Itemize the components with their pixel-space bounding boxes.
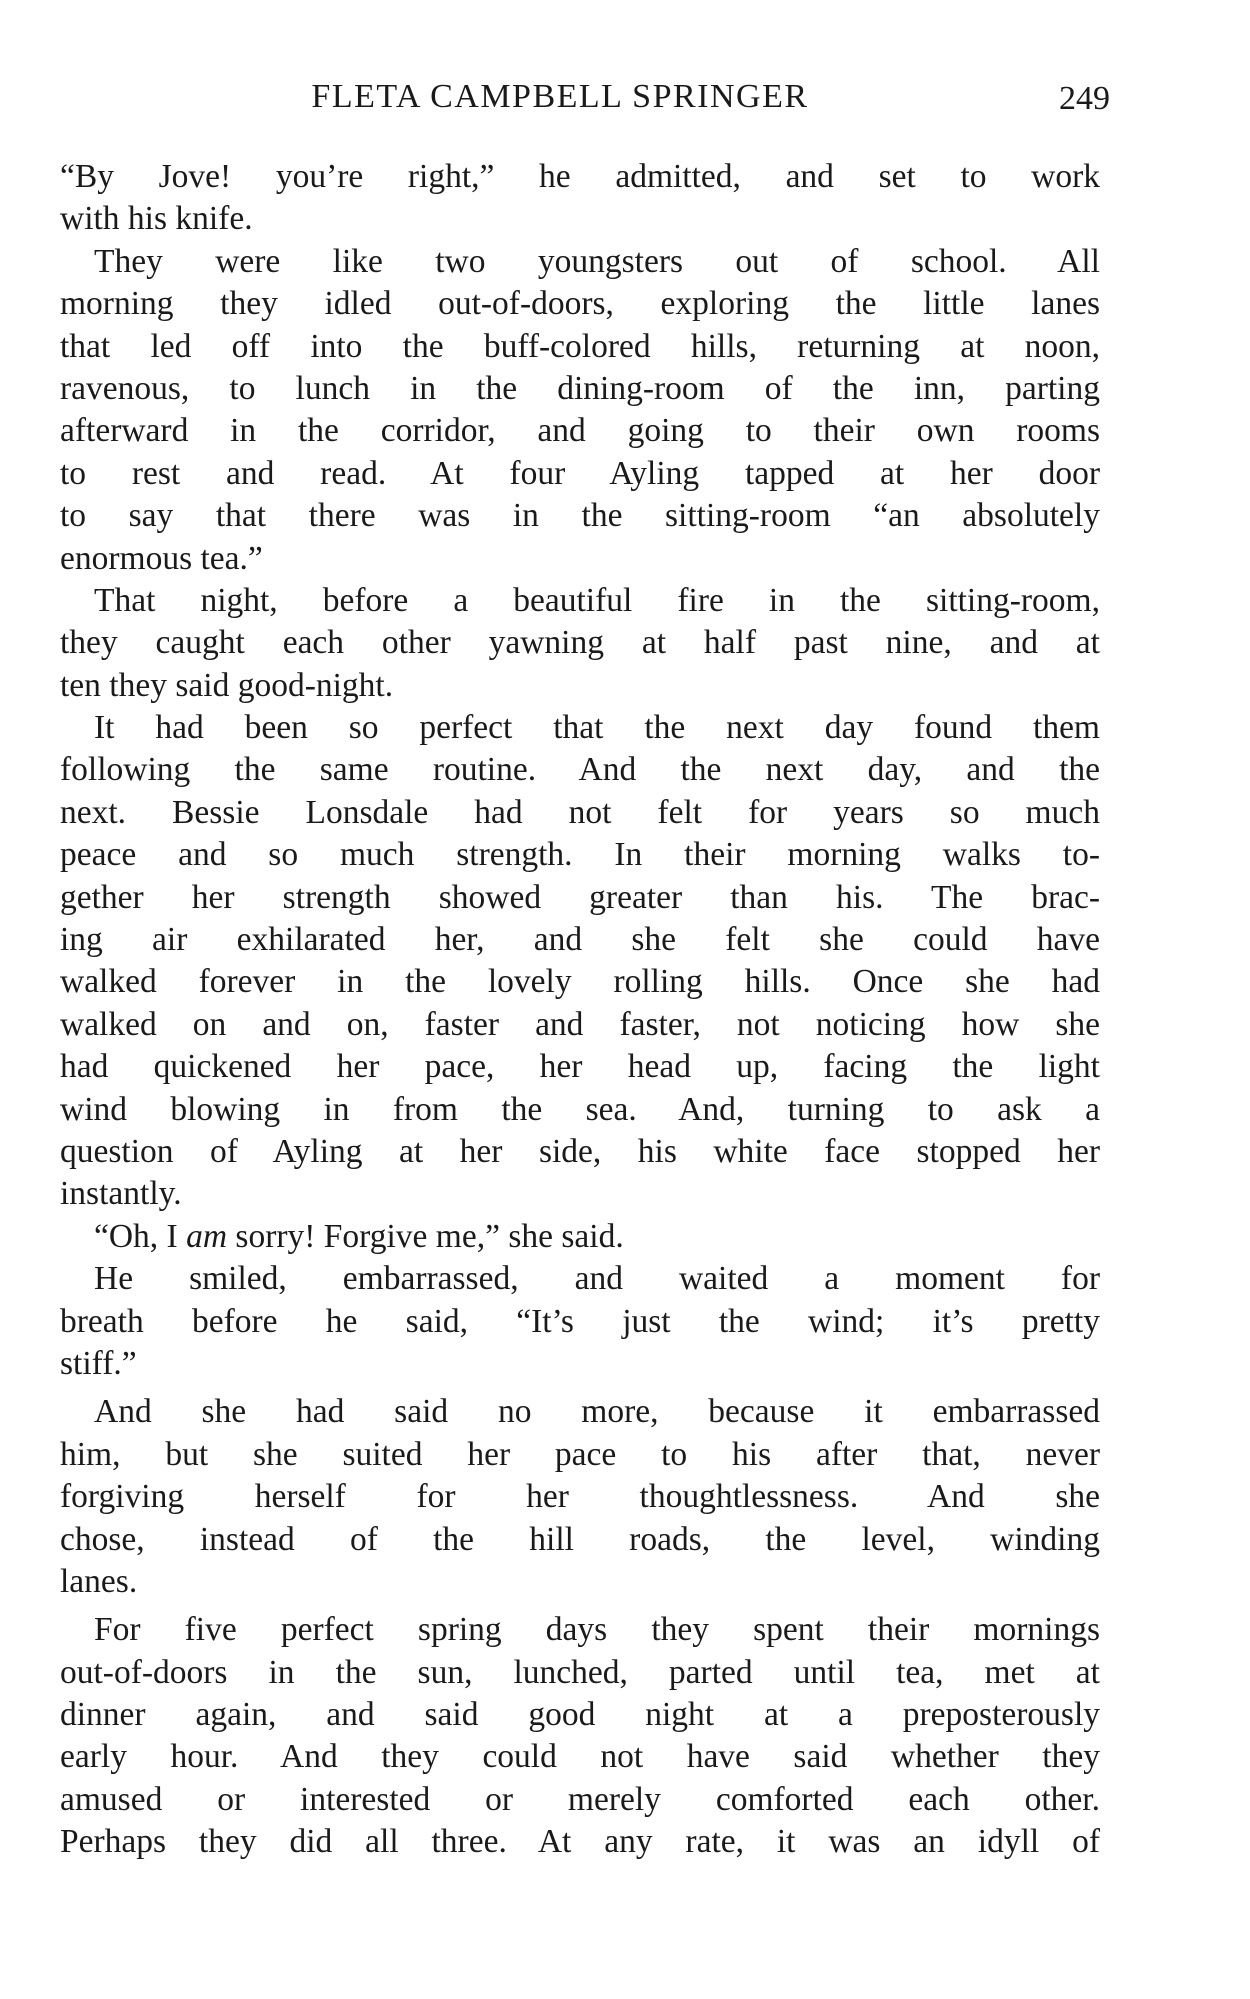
- text-line: that led off into the buff-colored hills, returning at noon,: [60, 327, 1100, 365]
- text-line: “By Jove! you’re right,” he admitted, and set to work: [60, 158, 1100, 195]
- text-line: They were like two youngsters out of school. All: [94, 242, 1100, 280]
- text-line: lanes.: [60, 1562, 138, 1600]
- text-segment: “Oh, I: [94, 1217, 187, 1255]
- text-line: following the same routine. And the next day, and the: [60, 751, 1100, 789]
- text-line: amused or interested or merely comforted each other.: [60, 1780, 1100, 1818]
- text-line: morning they idled out-of-doors, exploring the little lanes: [60, 285, 1100, 323]
- text-line: question of Ayling at her side, his white face stopped her: [60, 1132, 1100, 1170]
- text-line: early hour. And they could not have said whether they: [60, 1738, 1100, 1776]
- text-line: [60, 1216, 1100, 1258]
- text-line: ravenous, to lunch in the dining-room of the inn, parting: [60, 369, 1100, 407]
- text-line: walked on and on, faster and faster, not noticing how she: [60, 1005, 1100, 1043]
- text-line: And she had said no more, because it embarrassed: [94, 1393, 1100, 1431]
- text-line: to say that there was in the sitting-room “an absolutely: [60, 497, 1100, 535]
- text-line: peace and so much strength. In their morning walks to-: [60, 836, 1100, 874]
- text-line: out-of-doors in the sun, lunched, parted until tea, met at: [60, 1653, 1100, 1691]
- text-line: dinner again, and said good night at a preposterously: [60, 1696, 1100, 1734]
- text-line: afterward in the corridor, and going to their own rooms: [60, 412, 1100, 450]
- text-line: That night, before a beautiful fire in the sitting-room,: [94, 581, 1100, 619]
- body-text: [60, 156, 1100, 1864]
- text-line: ten they said good-night.: [60, 666, 394, 704]
- emphasis-text: am: [186, 1217, 228, 1255]
- text-line: gether her strength showed greater than his. The brac-: [60, 878, 1100, 916]
- running-head: [60, 78, 1110, 128]
- text-line: stiff.”: [60, 1344, 137, 1382]
- text-line: they caught each other yawning at half past nine, and at: [60, 624, 1100, 662]
- text-line: next. Bessie Lonsdale had not felt for years so much: [60, 793, 1100, 831]
- text-line: Perhaps they did all three. At any rate, it was an idyll of: [60, 1823, 1100, 1861]
- text-line: It had been so perfect that the next day found them: [94, 709, 1100, 747]
- text-line: with his knife.: [60, 200, 253, 238]
- running-head-title: FLETA CAMPBELL SPRINGER: [311, 78, 809, 115]
- text-line: instantly.: [60, 1175, 182, 1213]
- text-line: For five perfect spring days they spent their mornings: [94, 1611, 1100, 1649]
- text-segment: sorry! Forgive me,” she said.: [227, 1217, 624, 1255]
- text-line: breath before he said, “It’s just the wind; it’s pretty: [60, 1302, 1100, 1340]
- text-line: He smiled, embarrassed, and waited a moment for: [94, 1260, 1100, 1298]
- text-line: him, but she suited her pace to his after that, never: [60, 1435, 1100, 1473]
- text-line: to rest and read. At four Ayling tapped at her door: [60, 454, 1100, 492]
- page-number: 249: [1059, 80, 1110, 117]
- text-line: chose, instead of the hill roads, the level, winding: [60, 1520, 1100, 1558]
- text-line: forgiving herself for her thoughtlessness. And she: [60, 1478, 1100, 1516]
- text-line: ing air exhilarated her, and she felt she could have: [60, 921, 1100, 959]
- text-line: had quickened her pace, her head up, facing the light: [60, 1048, 1100, 1086]
- text-line: enormous tea.”: [60, 539, 263, 577]
- text-line: walked forever in the lovely rolling hills. Once she had: [60, 963, 1100, 1001]
- text-line: wind blowing in from the sea. And, turning to ask a: [60, 1090, 1100, 1128]
